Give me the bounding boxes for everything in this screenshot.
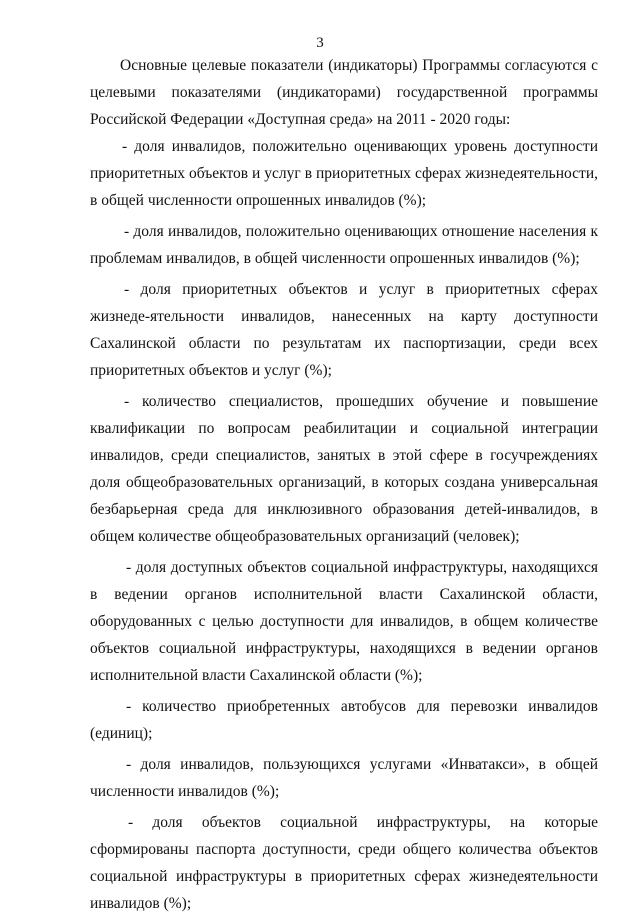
page-number: 3 xyxy=(316,35,324,51)
indicator-item: - доля инвалидов, положительно оценивающих уровень доступности приоритетных объектов и услуг в приоритетных сферах жизнедеятельности, в общей численности опрошенных инвалидов (%); xyxy=(90,138,598,209)
indicator-item: - доля доступных объектов социальной инфраструктуры, находящихся в ведении органов исполнительной власти Сахалинской области, оборудованных с целью доступности для инвалидов, в общем количестве объектов социальной инфраструктуры, находящихся в ведении органов исполнительной власти Сахалинской области (%); xyxy=(90,559,598,684)
indicator-item: - доля инвалидов, пользующихся услугами «Инватакси», в общей численности инвалидов (%); xyxy=(90,756,598,800)
indicator-item: - доля приоритетных объектов и услуг в приоритетных сферах жизнеде-ятельности инвалидов, нанесенных на карту доступности Сахалинской области по результатам их паспортизации, среди всех приоритетных объектов и услуг (%); xyxy=(90,281,598,379)
indicator-item: - доля объектов социальной инфраструктуры, на которые сформированы паспорта доступности, среди общего количества объектов социальной инфраструктуры в приоритетных сферах жизнедеятельности инвалидов (%); xyxy=(90,814,598,912)
indicator-item: - количество приобретенных автобусов для перевозки инвалидов (единиц); xyxy=(90,698,598,742)
intro-paragraph: Основные целевые показатели (индикаторы) Программы согласуются с целевыми показателями (индикаторами) государственной программы Российской Федерации «Доступная среда» на 2011 - 2020 годы: xyxy=(90,57,598,128)
document-body xyxy=(90,52,598,921)
indicator-item: - доля инвалидов, положительно оценивающих отношение населения к проблемам инвалидов, в общей численности опрошенных инвалидов (%); xyxy=(90,223,598,267)
indicator-item: - количество специалистов, прошедших обучение и повышение квалификации по вопросам реабилитации и социальной интеграции инвалидов, среди специалистов, занятых в этой сфере в госучреждениях доля общеобразовательных организаций, в которых создана универсальная безбарьерная среда для инклюзивного образования детей-инвалидов, в общем количестве общеобразовательных организаций (человек); xyxy=(90,393,598,545)
